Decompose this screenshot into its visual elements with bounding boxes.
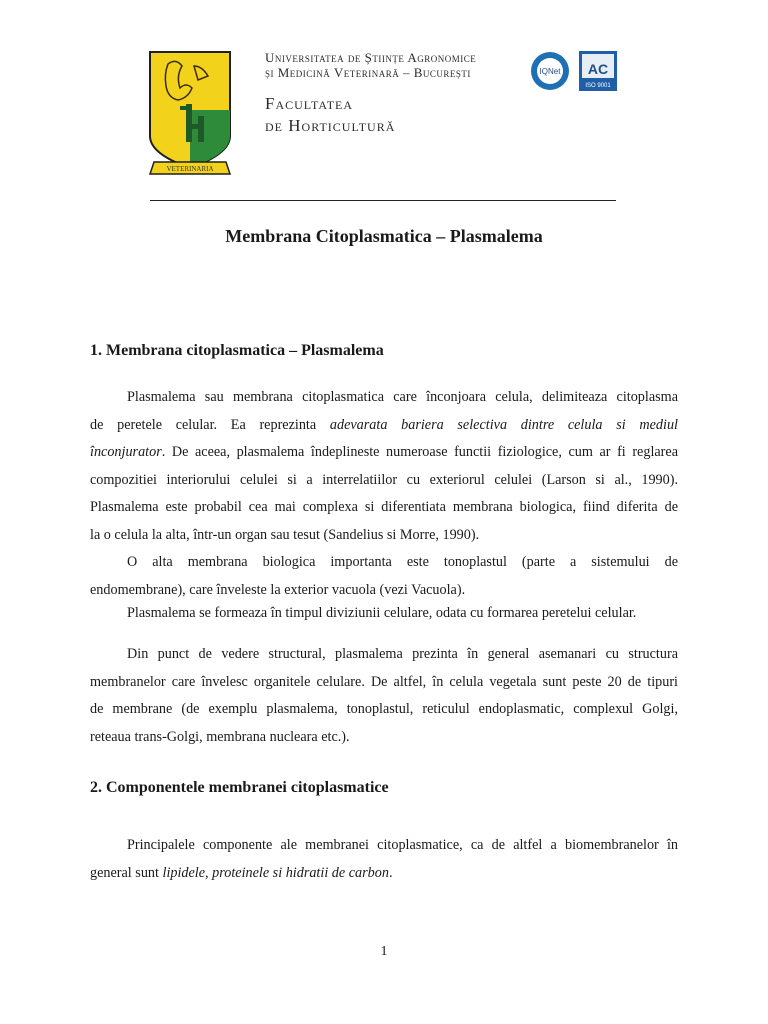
- p4-line2: membranelor care învelesc organitele celulare. De altfel, în celula vegetala sunt peste 20 de tipuri: [90, 673, 678, 690]
- document-title: Membrana Citoplasmatica – Plasmalema: [225, 226, 543, 246]
- crest-ribbon-text: VETERINARIA: [166, 165, 214, 173]
- p1-line1: Plasmalema sau membrana citoplasmatica care înconjoara celula, delimiteaza citoplasma: [127, 389, 678, 405]
- p5-line2a: general sunt: [90, 864, 163, 881]
- paragraph-2: [90, 549, 678, 604]
- paragraph-3: [90, 600, 678, 628]
- p2-line2: endomembrane), care înveleste la exterior vacuola (vezi Vacuola).: [90, 581, 466, 598]
- paragraph-4: [90, 641, 678, 751]
- paragraph-1: [90, 384, 678, 549]
- university-crest-logo: [148, 50, 232, 182]
- p5-line2c: .: [388, 864, 393, 881]
- header-divider: [150, 200, 616, 201]
- p1-emphasis-2: înconjurator: [90, 444, 162, 460]
- faculty-name-line1: Facultatea: [265, 94, 354, 113]
- university-name-block: [265, 50, 476, 136]
- faculty-name-line2: de Horticultură: [265, 116, 396, 135]
- p1-line5: Plasmalema este probabil cea mai complexa si diferentiata membrana biologica, fiind diferita de: [90, 499, 678, 515]
- paragraph-5: [90, 832, 678, 887]
- iqnet-certification-logo: [530, 51, 570, 91]
- p1-line2a: de peretele celular. Ea reprezinta: [90, 416, 330, 433]
- p5-line1: Principalele componente ale membranei citoplasmatice, ca de altfel a biomembranelor în: [127, 837, 678, 853]
- cert2-sublabel: ISO 9001: [585, 83, 611, 89]
- p4-line4: reteaua trans-Golgi, membrana nucleara etc.).: [90, 728, 350, 745]
- university-name-line1: Universitatea de Științe Agronomice: [265, 50, 477, 65]
- cert2-label: AC: [587, 61, 609, 77]
- university-name-line2: și Medicină Veterinară – București: [265, 65, 471, 80]
- p1-line3b: . De aceea, plasmalema îndeplineste numeroase functii fiziologice, cum ar fi reglarea: [161, 444, 678, 460]
- p2-line1: O alta membrana biologica importanta este tonoplastul (parte a sistemului de: [127, 554, 678, 570]
- iso-certification-logo: [579, 51, 617, 91]
- section-1-heading: 1. Membrana citoplasmatica – Plasmalema: [90, 342, 384, 359]
- p1-line4: compozitiei interiorului celulei si a interrelatiilor cu exteriorul celulei (Larson si al., 1990).: [90, 471, 678, 488]
- p4-line3: de membrane (de exemplu plasmalema, tonoplastul, reticulul endoplasmatic, complexul Golgi,: [90, 701, 678, 717]
- p5-emphasis: lipidele, proteinele si hidratii de carbon: [162, 864, 389, 881]
- p3-line1: Plasmalema se formeaza în timpul diviziunii celulare, odata cu formarea peretelui celular.: [127, 605, 637, 621]
- p4-line1: Din punct de vedere structural, plasmalema prezinta în general asemanari cu structura: [127, 646, 678, 662]
- cert1-label: IQNet: [539, 67, 561, 76]
- p1-line6: la o celula la alta, într-un organ sau tesut (Sandelius si Morre, 1990).: [90, 526, 480, 543]
- p1-emphasis-1: adevarata bariera selectiva dintre celula si mediul: [329, 416, 678, 433]
- page-number: 1: [380, 944, 388, 959]
- section-2-heading: 2. Componentele membranei citoplasmatice: [90, 779, 389, 796]
